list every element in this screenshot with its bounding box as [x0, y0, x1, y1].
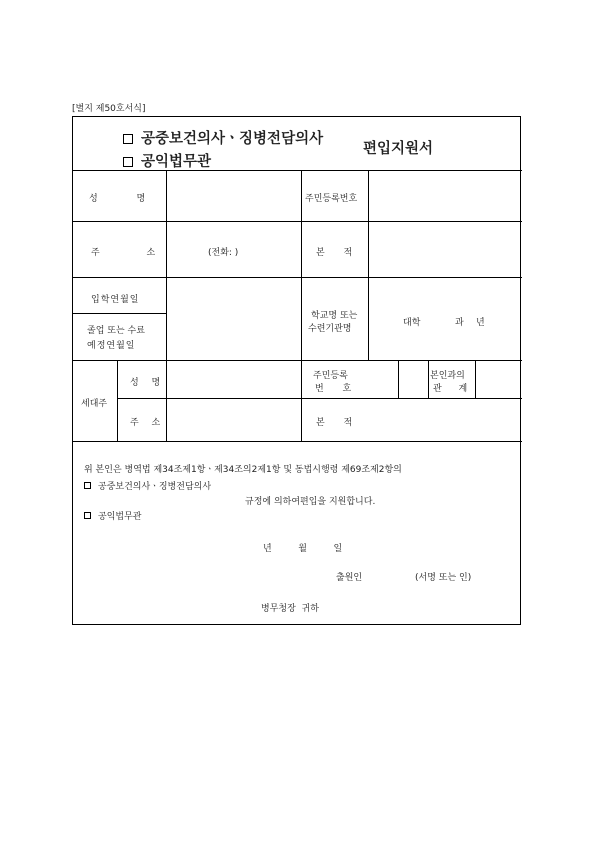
household-address-label: 주 소 — [130, 418, 162, 428]
checkbox-icon[interactable] — [123, 134, 133, 144]
domicile-label: 본 적 — [316, 248, 354, 258]
divider — [73, 313, 166, 314]
household-name-label: 성 명 — [130, 378, 162, 388]
date-line: 년 월 일 — [263, 544, 343, 554]
checkbox-icon[interactable] — [123, 157, 133, 167]
name-field[interactable] — [167, 171, 301, 221]
statement-option-2: 공익법무관 — [84, 509, 141, 522]
title-option-2: 공익법무관 — [123, 150, 211, 171]
addressee: 병무청장 귀하 — [261, 604, 319, 614]
relation-field[interactable] — [476, 361, 522, 398]
title-option-1: 공중보건의사ㆍ징병전담의사 — [123, 127, 323, 148]
applicant-label: 출원인 — [336, 573, 363, 583]
form-number-label: [별지 제50호서식] — [72, 104, 146, 114]
admission-date-field[interactable] — [167, 278, 301, 313]
household-domicile-label: 본 적 — [316, 418, 354, 428]
divider — [428, 360, 429, 398]
department-label: 과 — [455, 318, 464, 328]
household-address-field[interactable] — [167, 399, 301, 441]
phone-label: (전화: ) — [208, 248, 239, 258]
domicile-field[interactable] — [369, 222, 522, 277]
application-form — [72, 116, 521, 625]
year-label: 년 — [476, 318, 485, 328]
household-domicile-field[interactable] — [302, 399, 522, 441]
statement-line: 위 본인은 병역법 제34조제1항ㆍ제34조의2제1항 및 동법시행령 제69조제2항의 — [84, 465, 402, 475]
checkbox-icon[interactable] — [84, 512, 91, 519]
graduation-date-field[interactable] — [167, 314, 301, 360]
graduation-label-line2: 예정연월일 — [87, 341, 136, 351]
resident-number-label: 주민등록번호 — [305, 194, 358, 204]
relation-label-line2: 관 계 — [433, 384, 469, 394]
school-label-line1: 학교명 또는 — [311, 311, 358, 321]
divider — [73, 441, 522, 442]
admission-date-label: 입학연월일 — [91, 295, 140, 305]
university-label: 대학 — [403, 318, 421, 328]
checkbox-icon[interactable] — [84, 482, 91, 489]
name-label: 성 명 — [89, 194, 147, 204]
relation-label-line1: 본인과의 — [430, 371, 465, 381]
school-label-line2: 수련기관명 — [308, 324, 352, 334]
resident-number-field[interactable] — [369, 171, 522, 221]
divider — [117, 360, 118, 441]
statement-option-1: 공중보건의사ㆍ징병전담의사 — [84, 479, 211, 492]
statement-middle: 규정에 의하여편입을 지원합니다. — [245, 497, 376, 507]
address-label: 주 소 — [91, 248, 157, 258]
household-resident-field[interactable] — [399, 361, 428, 398]
graduation-label-line1: 졸업 또는 수료 — [87, 326, 145, 336]
form-title: 편입지원서 — [363, 141, 434, 157]
signature-label: (서명 또는 인) — [415, 573, 472, 583]
household-head-label: 세대주 — [81, 399, 108, 409]
household-resident-label-line2: 번 호 — [315, 384, 353, 394]
household-name-field[interactable] — [167, 361, 301, 398]
household-resident-label-line1: 주민등록 — [313, 371, 348, 381]
